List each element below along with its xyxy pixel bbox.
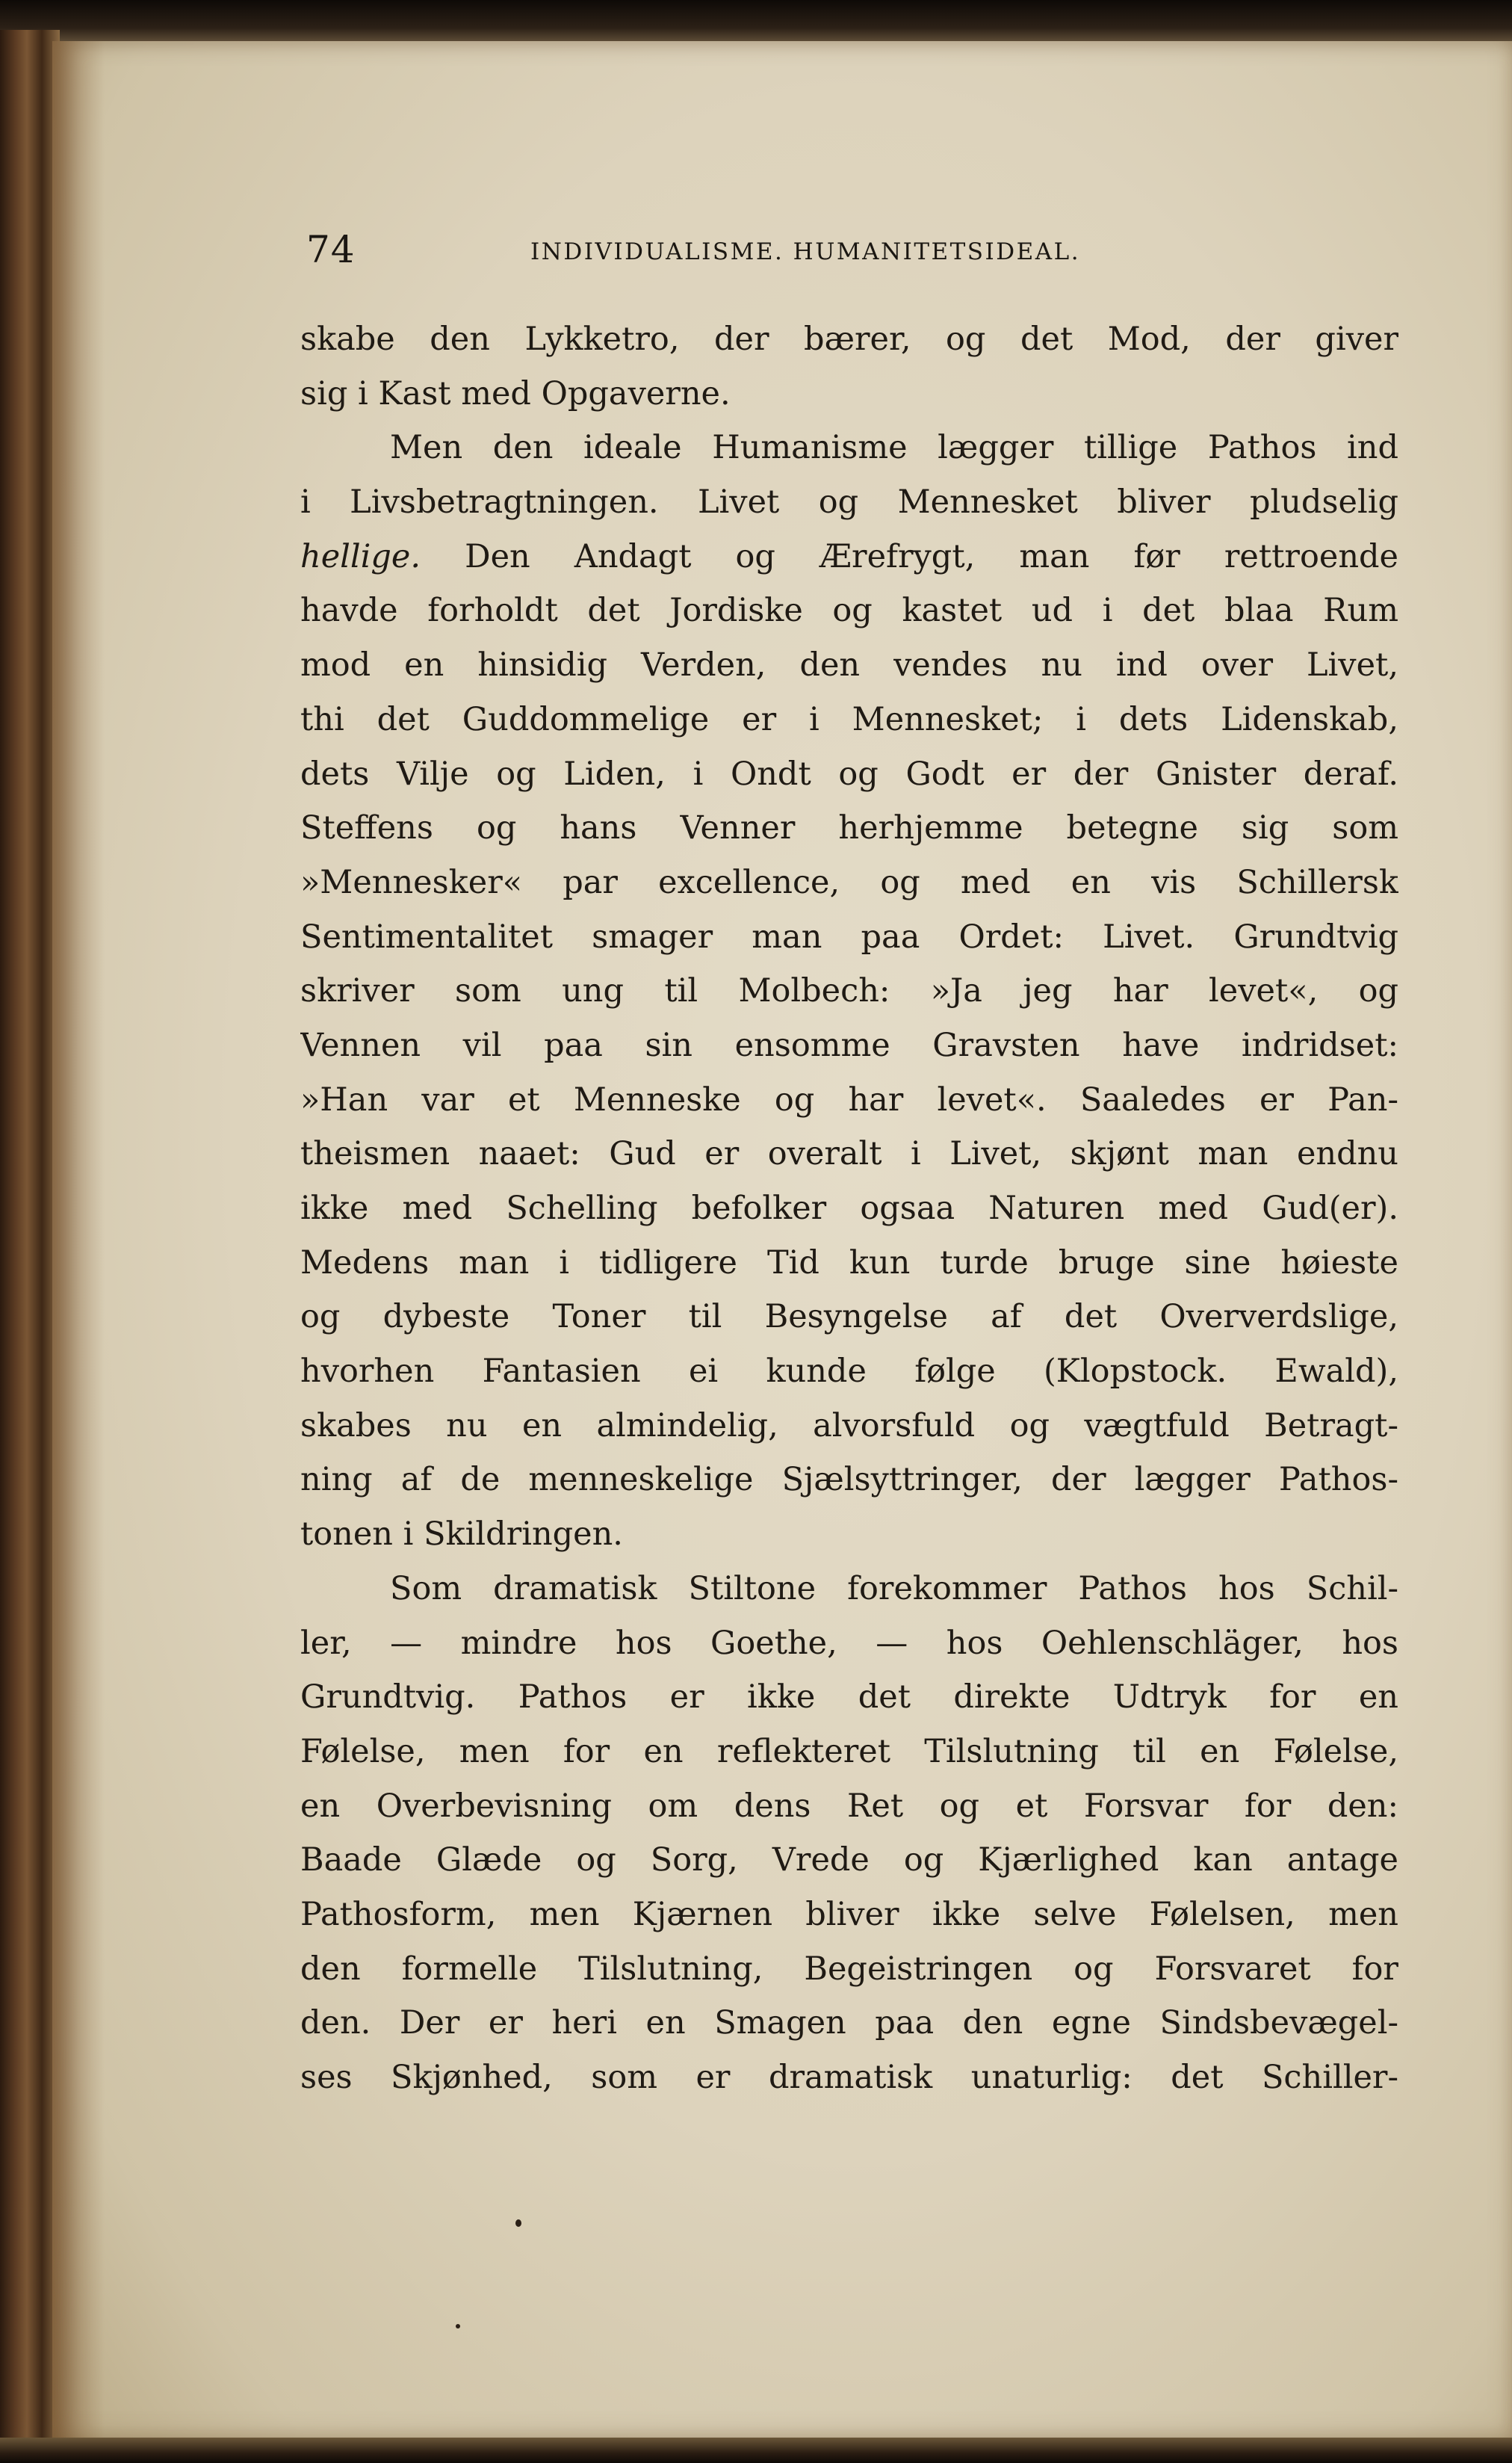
text-line: Sentimentalitet smager man paa Ordet: Livet. Grundtvig [300,918,1398,956]
text-line: hvorhen Fantasien ei kunde følge (Klopstock. Ewald), [300,1353,1398,1391]
text-line-mixed [300,530,1398,584]
italic-emphasis: hellige. [300,537,421,575]
scan-bottom-border [0,2438,1512,2463]
text-line: ler, — mindre hos Goethe, — hos Oehlenschläger, hos [300,1624,1398,1662]
text-line: sig i Kast med Opgaverne. [300,374,731,412]
text-line: Vennen vil paa sin ensomme Gravsten have indridset: [300,1026,1398,1064]
text-line: havde forholdt det Jordiske og kastet ud i det blaa Rum [300,592,1398,630]
text-line: ikke med Schelling befolker ogsaa Naturen med Gud(er). [300,1190,1398,1227]
text-line: skabes nu en almindelig, alvorsfuld og vægtfuld Betragt- [300,1406,1398,1444]
text-line-rest: Den Andagt og Ærefrygt, man før rettroende [421,537,1398,575]
paper-speck [515,2219,521,2227]
text-line: den. Der er heri en Smagen paa den egne Sindsbevægel- [300,2004,1398,2042]
text-line: ses Skjønhed, som er dramatisk unaturlig: det Schiller- [300,2059,1398,2096]
text-line: i Livsbetragtningen. Livet og Mennesket bliver pludselig [300,483,1398,522]
text-line: Men den ideale Humanisme lægger tillige Pathos ind [390,429,1398,467]
text-line: og dybeste Toner til Besyngelse af det Oververdslige, [300,1298,1398,1336]
text-line: Følelse, men for en reflekteret Tilslutning til en Følelse, [300,1732,1398,1770]
text-line: tonen i Skildringen. [300,1515,623,1554]
scan-top-border [0,0,1512,46]
text-line: den formelle Tilslutning, Begeistringen og Forsvaret for [300,1950,1398,1988]
text-line: Pathosform, men Kjærnen bliver ikke selve Følelsen, men [300,1895,1398,1933]
body-text [300,312,1398,2105]
text-line: thi det Guddommelige er i Mennesket; i dets Lidenskab, [300,700,1398,738]
running-header [306,228,1412,280]
text-line: ning af de menneskelige Sjælsyttringer, der lægger Pathos- [300,1461,1398,1499]
text-line: mod en hinsidig Verden, den vendes nu ind over Livet, [300,646,1398,684]
text-line: Baade Glæde og Sorg, Vrede og Kjærlighed kan antage [300,1841,1398,1879]
text-line: Som dramatisk Stiltone forekommer Pathos hos Schil- [390,1569,1398,1607]
text-line: dets Vilje og Liden, i Ondt og Godt er der Gnister deraf. [300,755,1398,793]
text-line: theismen naaet: Gud er overalt i Livet, skjønt man endnu [300,1135,1398,1173]
text-line: skriver som ung til Molbech: »Ja jeg har levet«, og [300,972,1398,1010]
text-line: Steffens og hans Venner herhjemme betegne sig som [300,809,1398,847]
text-line: Grundtvig. Pathos er ikke det direkte Udtryk for en [300,1678,1398,1716]
book-page-edges [0,30,60,2444]
page-number: 74 [306,228,356,271]
text-line: skabe den Lykketro, der bærer, og det Mod, der giver [300,321,1398,358]
running-title: INDIVIDUALISME. HUMANITETSIDEAL. [530,238,1081,265]
text-line: »Han var et Menneske og har levet«. Saaledes er Pan- [300,1081,1398,1119]
page-gutter-shadow [52,41,105,2451]
text-line: Medens man i tidligere Tid kun turde bruge sine høieste [300,1243,1398,1282]
paper-speck [456,2324,460,2328]
text-line: »Mennesker« par excellence, og med en vis Schillersk [300,863,1398,901]
text-line: en Overbevisning om dens Ret og et Forsvar for den: [300,1787,1398,1825]
